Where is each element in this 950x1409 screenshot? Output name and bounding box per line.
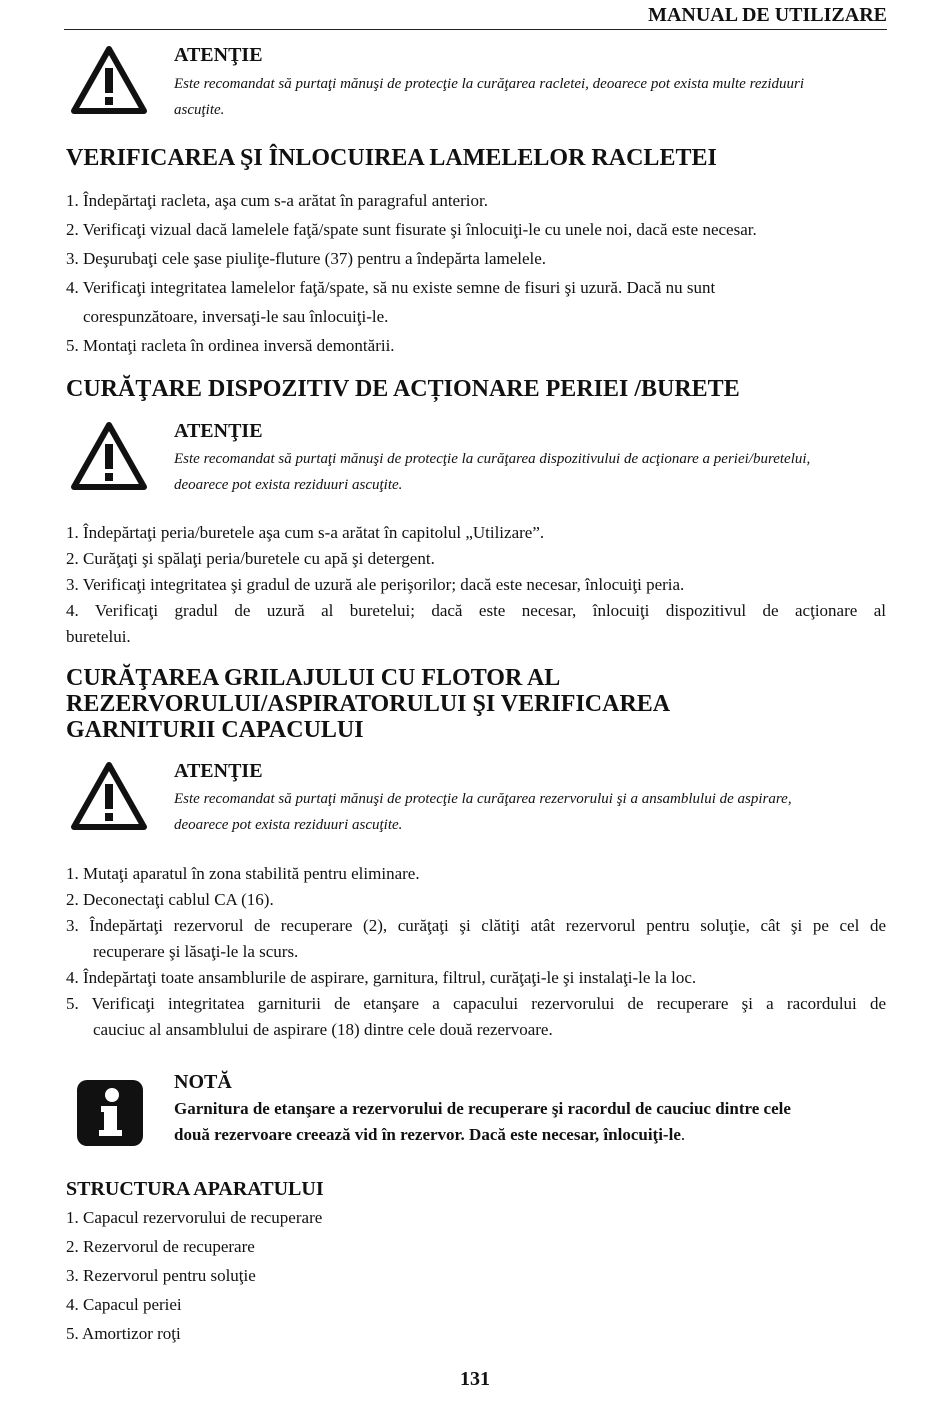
list-item: 5. Montaţi racleta în ordinea inversă demontării.: [66, 336, 395, 355]
page-number: 131: [460, 1368, 490, 1390]
list-item: buretelui.: [66, 627, 131, 646]
list-item: 1. Îndepărtaţi peria/buretele aşa cum s-a arătat în capitolul „Utilizare”.: [66, 523, 545, 542]
warning-triangle-icon: [70, 420, 148, 492]
section-title-line: CURĂŢAREA GRILAJULUI CU FLOTOR AL: [66, 665, 561, 691]
list-item: 3. Îndepărtaţi rezervorul de recuperare (2), curăţaţi şi clătiţi atât rezervorul pentru soluţie, cât şi pe cel de: [66, 916, 886, 935]
list-item: 2. Rezervorul de recuperare: [66, 1237, 255, 1256]
list-item: 3. Rezervorul pentru soluţie: [66, 1266, 256, 1285]
section-title: CURĂŢARE DISPOZITIV DE ACȚIONARE PERIEI /BURETE: [66, 376, 740, 402]
section-title-line: REZERVORULUI/ASPIRATORULUI ŞI VERIFICAREA: [66, 691, 671, 717]
steps-list: [66, 520, 886, 650]
warning-text-line: ascuţite.: [174, 102, 225, 118]
warning-text-line: Este recomandat să purtaţi mănuşi de protecţie la curăţarea rezervorului şi a ansamblului de aspirare,: [174, 791, 792, 807]
list-item: 5. Amortizor roţi: [66, 1324, 181, 1343]
warning-triangle-icon: [70, 44, 148, 116]
note-text-line: [174, 1122, 685, 1148]
list-item: cauciuc al ansamblului de aspirare (18) dintre cele două rezervoare.: [93, 1020, 553, 1039]
list-item: 2. Verificaţi vizual dacă lamelele faţă/spate sunt fisurate şi înlocuiţi-le cu unele noi, dacă este necesar.: [66, 220, 757, 239]
warning-text-line: deoarece pot exista reziduuri ascuţite.: [174, 477, 403, 493]
section-title: VERIFICAREA ŞI ÎNLOCUIREA LAMELELOR RACLETEI: [66, 145, 717, 171]
note-text: două rezervoare creează vid în rezervor. Dacă este necesar, înlocuiţi-le: [174, 1125, 681, 1144]
list-item: 3. Deşurubaţi cele şase piuliţe-fluture (37) pentru a îndepărta lamelele.: [66, 249, 547, 268]
structure-list: [66, 1203, 886, 1348]
warning-text-line: deoarece pot exista reziduuri ascuţite.: [174, 817, 403, 833]
note-text-end: .: [680, 1125, 686, 1144]
info-icon: [75, 1078, 145, 1148]
warning-text-line: Este recomandat să purtaţi mănuşi de protecţie la curăţarea racletei, deoarece pot exista multe reziduuri: [174, 76, 805, 92]
steps-list: [66, 861, 886, 1043]
note-title: NOTĂ: [174, 1071, 232, 1093]
list-item: 1. Mutaţi aparatul în zona stabilită pentru eliminare.: [66, 864, 420, 883]
running-header: MANUAL DE UTILIZARE: [64, 2, 887, 30]
warning-title: ATENŢIE: [174, 420, 263, 442]
list-item: 4. Capacul periei: [66, 1295, 182, 1314]
list-item: 3. Verificaţi integritatea şi gradul de uzură ale perişorilor; dacă este necesar, înlocuiţi peria.: [66, 575, 685, 594]
list-item: recuperare şi lăsaţi-le la scurs.: [93, 942, 299, 961]
section-title: [66, 665, 670, 743]
warning-text-line: Este recomandat să purtaţi mănuşi de protecţie la curăţarea dispozitivului de acţionare a periei/buretelui,: [174, 451, 811, 467]
list-item: 2. Deconectaţi cablul CA (16).: [66, 890, 274, 909]
steps-list: [66, 186, 886, 360]
list-item: 2. Curăţaţi şi spălaţi peria/buretele cu apă şi detergent.: [66, 549, 435, 568]
list-item: 4. Îndepărtaţi toate ansamblurile de aspirare, garnitura, filtrul, curăţaţi-le şi instalaţi-le la loc.: [66, 968, 697, 987]
list-item: 1. Capacul rezervorului de recuperare: [66, 1208, 323, 1227]
warning-title: ATENŢIE: [174, 760, 263, 782]
list-item: corespunzătoare, inversaţi-le sau înlocuiţi-le.: [83, 307, 389, 326]
list-item: 1. Îndepărtaţi racleta, aşa cum s-a arătat în paragraful anterior.: [66, 191, 488, 210]
list-item: 5. Verificaţi integritatea garniturii de etanşare a capacului rezervorului de recuperare şi a racordului de: [66, 994, 886, 1013]
list-item: 4. Verificaţi gradul de uzură al buretelui; dacă este necesar, înlocuiţi dispozitivul de acţionare al: [66, 601, 886, 620]
list-item: 4. Verificaţi integritatea lamelelor faţă/spate, să nu existe semne de fisuri şi uzură. Dacă nu sunt: [66, 278, 716, 297]
subsection-title: STRUCTURA APARATULUI: [66, 1178, 324, 1200]
note-text-line: Garnitura de etanşare a rezervorului de recuperare şi racordul de cauciuc dintre cele: [174, 1099, 791, 1118]
warning-title: ATENŢIE: [174, 44, 263, 66]
warning-triangle-icon: [70, 760, 148, 832]
section-title-line: GARNITURII CAPACULUI: [66, 717, 364, 743]
